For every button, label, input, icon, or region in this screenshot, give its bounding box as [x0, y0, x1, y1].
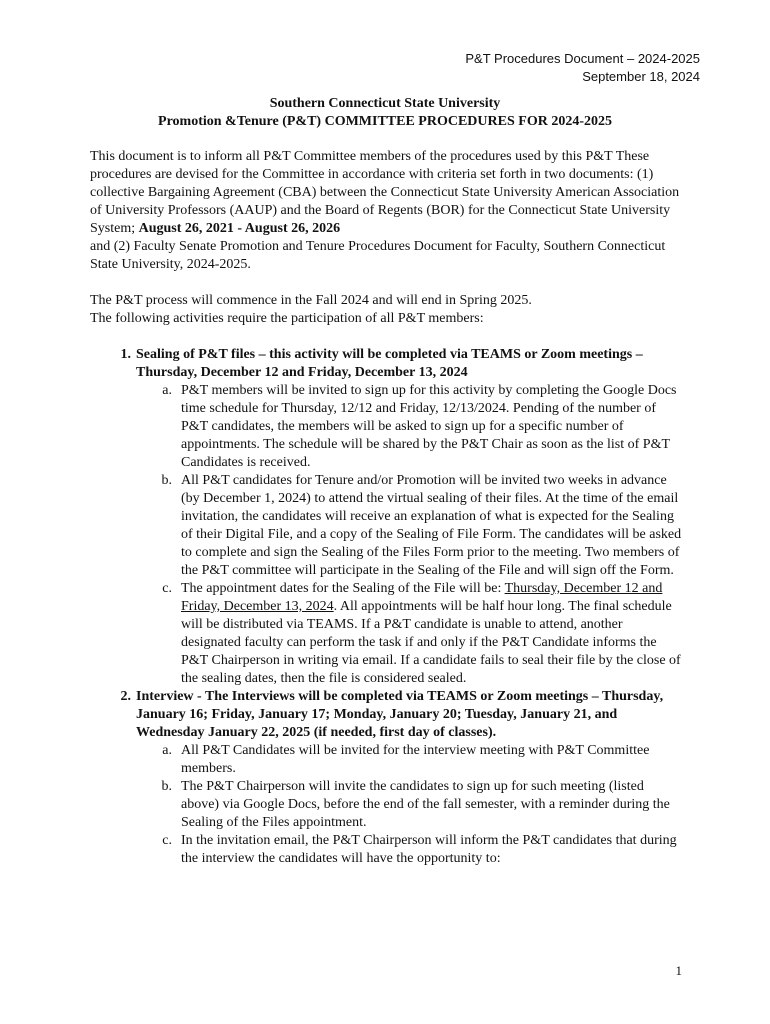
- activities-list: [90, 346, 685, 868]
- process-line-2: The following activities require the participation of all P&T members:: [90, 311, 484, 326]
- intro-paragraph: [90, 148, 685, 274]
- procedures-title: Promotion &Tenure (P&T) COMMITTEE PROCEDURES FOR 2024-2025: [158, 114, 612, 129]
- document-title: [90, 95, 680, 131]
- intro-text-b: and (2) Faculty Senate Promotion and Tenure Procedures Document for Faculty, Southern Connecticut State University, 2024-2025.: [90, 239, 666, 272]
- sub-item-text: All P&T Candidates will be invited for the interview meeting with P&T Committee members.: [181, 743, 650, 776]
- sub-item: [136, 382, 685, 472]
- list-item-sealing: [90, 346, 685, 382]
- sealing-dates-post: . All appointments will be half hour long. The final schedule will be distributed via TEAMS. If a P&T candidate is unable to attend, another designated faculty can perform the task if and only if the P&T Candidate informs the P&T Chairperson in writing via email. If a candidate fails to seal their file by the close of the sealing dates, then the file is considered sealed.: [181, 599, 681, 686]
- intro-text-a: This document is to inform all P&T Committee members of the procedures used by this P&T These procedures are devised for the Committee in accordance with criteria set forth in two documents: (1) collective Bargaining Agreement (CBA) between the Connecticut State University American Association of University Professors (AAUP) and the Board of Regents (BOR) for the Connecticut State University System;: [90, 149, 680, 236]
- item-heading: Sealing of P&T files – this activity will be completed via TEAMS or Zoom meetings – Thursday, December 12 and Friday, December 13, 2024: [136, 347, 643, 380]
- process-line-1: The P&T process will commence in the Fall 2024 and will end in Spring 2025.: [90, 293, 532, 308]
- running-header: [320, 50, 700, 86]
- sub-item-letter: a.: [162, 743, 172, 758]
- sealing-dates: Thursday, December 12 and Friday, December 13, 2024: [181, 581, 663, 614]
- sub-item-letter: a.: [162, 383, 172, 398]
- sub-item: [136, 472, 685, 580]
- sub-item: [136, 580, 685, 688]
- sub-item: [136, 778, 685, 832]
- sub-item-letter: c.: [162, 833, 172, 848]
- page-number: 1: [675, 963, 682, 978]
- sub-item-letter: b.: [161, 473, 172, 488]
- sub-item-letter: c.: [162, 581, 172, 596]
- sealing-dates-pre: The appointment dates for the Sealing of the File will be:: [181, 581, 505, 596]
- sub-item-text: All P&T candidates for Tenure and/or Promotion will be invited two weeks in advance (by December 1, 2024) to attend the virtual sealing of their files. At the time of the email invitation, the candidates will receive an explanation of what is expected for the Sealing of their Digital File, and a copy of the Sealing of File Form. The candidates will be asked to complete and sign the Sealing of the Files Form prior to the meeting. Two members of the P&T committee will participate in the Sealing of the File and will sign off the Form.: [181, 473, 682, 578]
- list-item-interview: [90, 688, 685, 742]
- document-body: [90, 148, 685, 868]
- sub-item: [136, 742, 685, 778]
- university-name: Southern Connecticut State University: [269, 96, 501, 111]
- item-number: 2.: [120, 689, 131, 704]
- sub-item-text: In the invitation email, the P&T Chairperson will inform the P&T candidates that during the interview the candidates will have the opportunity to:: [181, 833, 677, 866]
- sub-item-text: P&T members will be invited to sign up for this activity by completing the Google Docs time schedule for Thursday, 12/12 and Friday, 12/13/2024. Pending of the number of P&T candidates, the members will be asked to sign up for a specific number of appointments. The schedule will be shared by the P&T Chair as soon as the list of P&T Candidates is received.: [181, 383, 677, 470]
- sub-item-text: The P&T Chairperson will invite the candidates to sign up for such meeting (listed above) via Google Docs, before the end of the fall semester, with a reminder during the Sealing of the Files appointment.: [181, 779, 670, 830]
- header-doc-title: P&T Procedures Document – 2024-2025: [465, 51, 700, 66]
- intro-cba-dates: August 26, 2021 - August 26, 2026: [138, 221, 341, 236]
- process-paragraph: [90, 292, 685, 328]
- sub-item: [136, 832, 685, 868]
- sub-item-letter: b.: [161, 779, 172, 794]
- item-heading: Interview - The Interviews will be completed via TEAMS or Zoom meetings – Thursday, January 16; Friday, January 17; Monday, January 20; Tuesday, January 21, and Wednesday January 22, 2025 (if needed, first day of classes).: [136, 689, 664, 740]
- item-number: 1.: [120, 347, 131, 362]
- header-date: September 18, 2024: [582, 69, 700, 84]
- sub-item-text: [181, 580, 685, 688]
